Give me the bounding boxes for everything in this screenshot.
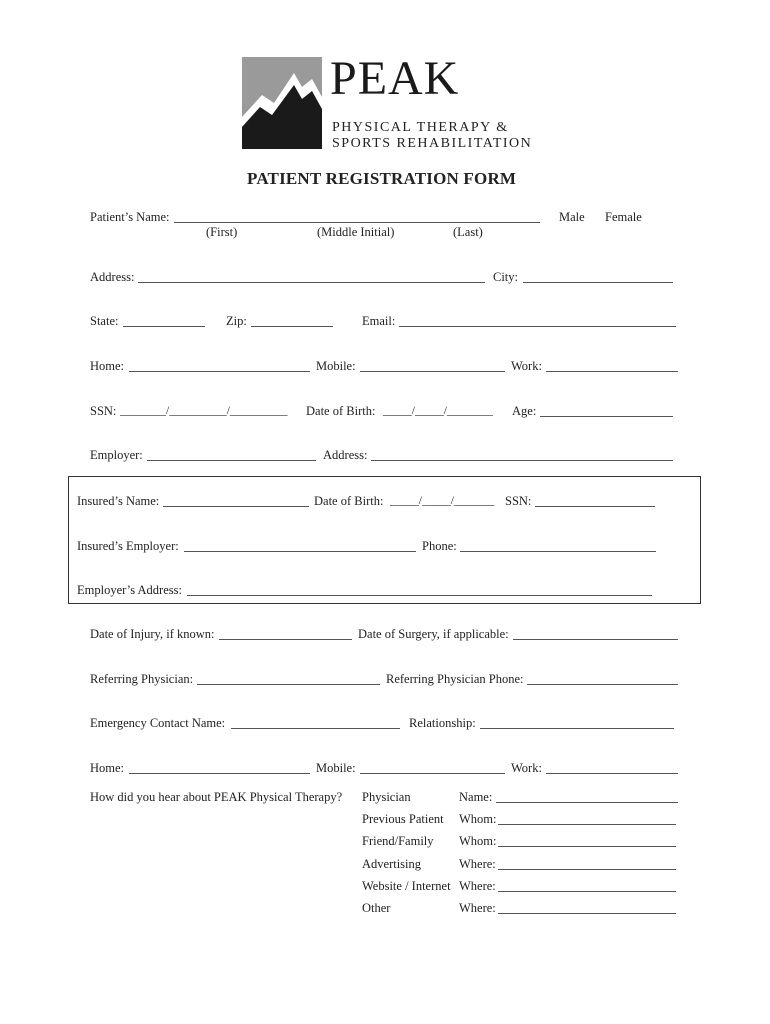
state-label: State: xyxy=(90,314,119,328)
referral-detail-label: Whom: xyxy=(459,834,497,848)
last-name-hint: (Last) xyxy=(453,225,483,239)
zip-label: Zip: xyxy=(226,314,247,328)
address-label: Address: xyxy=(90,270,135,284)
referring-physician-field[interactable] xyxy=(197,684,380,685)
referral-option-website[interactable]: Website / Internet xyxy=(362,879,451,893)
emergency-home-label: Home: xyxy=(90,761,125,775)
ssn-label: SSN: xyxy=(90,404,117,418)
employer-label: Employer: xyxy=(90,448,143,462)
age-label: Age: xyxy=(512,404,537,418)
referral-detail-label: Where: xyxy=(459,857,496,871)
ssn-field[interactable]: ________/__________/__________ xyxy=(120,405,288,417)
insured-phone-field[interactable] xyxy=(460,551,656,552)
surgery-date-field[interactable] xyxy=(513,639,678,640)
insured-name-field[interactable] xyxy=(163,506,309,507)
work-phone-label: Work: xyxy=(511,359,542,373)
insured-name-label: Insured’s Name: xyxy=(77,494,160,508)
emergency-mobile-label: Mobile: xyxy=(316,761,356,775)
brand-subtitle-2: SPORTS REHABILITATION xyxy=(332,136,533,151)
mountain-logo-icon xyxy=(242,57,322,149)
relationship-field[interactable] xyxy=(480,728,674,729)
brand-name: PEAK xyxy=(330,52,460,105)
state-field[interactable] xyxy=(123,326,205,327)
referral-detail-field[interactable] xyxy=(498,846,676,847)
address-field[interactable] xyxy=(138,282,485,283)
insured-employer-field[interactable] xyxy=(184,551,416,552)
insured-employer-address-label: Employer’s Address: xyxy=(77,583,182,597)
injury-date-field[interactable] xyxy=(219,639,352,640)
emergency-contact-field[interactable] xyxy=(231,728,400,729)
emergency-work-field[interactable] xyxy=(546,773,678,774)
referral-detail-field[interactable] xyxy=(496,802,678,803)
referral-detail-label: Where: xyxy=(459,901,496,915)
insured-ssn-label: SSN: xyxy=(505,494,532,508)
referring-physician-label: Referring Physician: xyxy=(90,672,194,686)
emergency-contact-label: Emergency Contact Name: xyxy=(90,716,226,730)
referral-option-physician[interactable]: Physician xyxy=(362,790,411,804)
referral-detail-field[interactable] xyxy=(498,869,676,870)
referral-detail-field[interactable] xyxy=(498,891,676,892)
insured-employer-address-field[interactable] xyxy=(187,595,652,596)
emergency-work-label: Work: xyxy=(511,761,542,775)
female-option[interactable]: Female xyxy=(605,210,642,224)
first-name-hint: (First) xyxy=(206,225,238,239)
work-phone-field[interactable] xyxy=(546,371,678,372)
referral-detail-label: Whom: xyxy=(459,812,497,826)
referral-detail-label: Name: xyxy=(459,790,493,804)
employer-address-label: Address: xyxy=(323,448,368,462)
city-label: City: xyxy=(493,270,519,284)
referral-option-friend-family[interactable]: Friend/Family xyxy=(362,834,434,848)
city-field[interactable] xyxy=(523,282,673,283)
mobile-phone-field[interactable] xyxy=(360,371,505,372)
brand-subtitle-1: PHYSICAL THERAPY & xyxy=(332,120,509,135)
employer-field[interactable] xyxy=(147,460,316,461)
email-label: Email: xyxy=(362,314,396,328)
surgery-date-label: Date of Surgery, if applicable: xyxy=(358,627,509,641)
middle-initial-hint: (Middle Initial) xyxy=(317,225,395,239)
zip-field[interactable] xyxy=(251,326,333,327)
referral-detail-field[interactable] xyxy=(498,824,676,825)
emergency-mobile-field[interactable] xyxy=(360,773,505,774)
injury-date-label: Date of Injury, if known: xyxy=(90,627,215,641)
insured-employer-label: Insured’s Employer: xyxy=(77,539,179,553)
dob-label: Date of Birth: xyxy=(306,404,376,418)
relationship-label: Relationship: xyxy=(409,716,476,730)
emergency-home-field[interactable] xyxy=(129,773,310,774)
referral-option-advertising[interactable]: Advertising xyxy=(362,857,422,871)
referral-question: How did you hear about PEAK Physical Therapy? xyxy=(90,790,343,804)
home-phone-label: Home: xyxy=(90,359,125,373)
referral-detail-label: Where: xyxy=(459,879,496,893)
referral-option-other[interactable]: Other xyxy=(362,901,391,915)
insured-dob-field[interactable]: _____/_____/_______ xyxy=(390,495,495,507)
patient-name-field[interactable] xyxy=(174,222,540,223)
male-option[interactable]: Male xyxy=(559,210,585,224)
dob-field[interactable]: _____/_____/________ xyxy=(383,405,493,417)
form-title: PATIENT REGISTRATION FORM xyxy=(247,169,517,188)
patient-name-label: Patient’s Name: xyxy=(90,210,170,224)
age-field[interactable] xyxy=(540,416,673,417)
insured-ssn-field[interactable] xyxy=(535,506,655,507)
insured-dob-label: Date of Birth: xyxy=(314,494,384,508)
insured-phone-label: Phone: xyxy=(422,539,457,553)
referring-physician-phone-field[interactable] xyxy=(527,684,678,685)
email-field[interactable] xyxy=(399,326,676,327)
home-phone-field[interactable] xyxy=(129,371,310,372)
referral-option-previous-patient[interactable]: Previous Patient xyxy=(362,812,444,826)
referring-physician-phone-label: Referring Physician Phone: xyxy=(386,672,524,686)
employer-address-field[interactable] xyxy=(371,460,673,461)
mobile-phone-label: Mobile: xyxy=(316,359,356,373)
referral-detail-field[interactable] xyxy=(498,913,676,914)
